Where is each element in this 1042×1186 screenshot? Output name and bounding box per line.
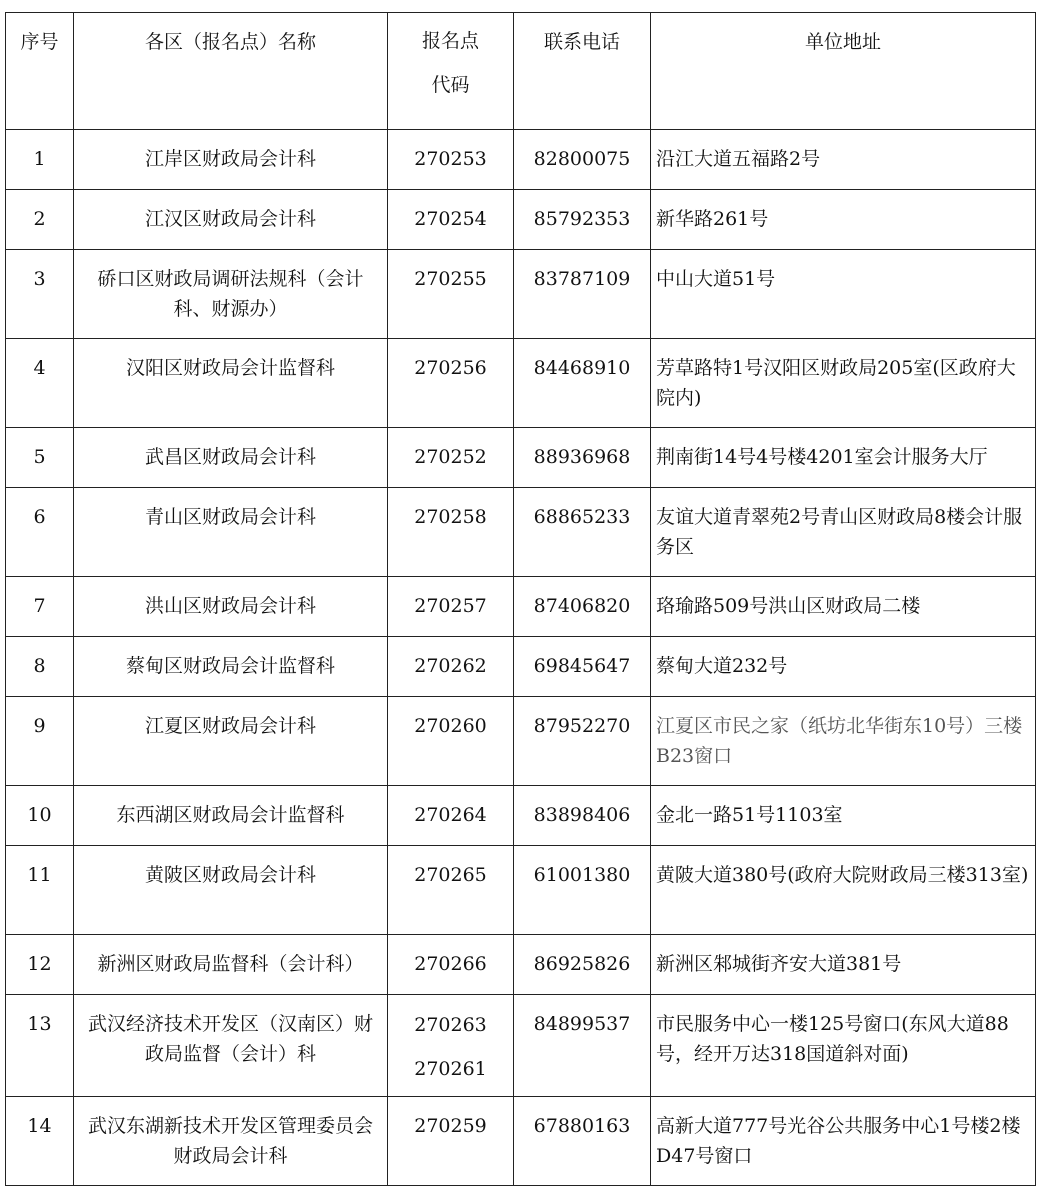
- cell-phone: 68865233: [514, 488, 651, 577]
- cell-phone: 84899537: [514, 995, 651, 1097]
- table-row: [6, 488, 1036, 577]
- cell-code: 270258: [388, 488, 514, 577]
- cell-code: 270260: [388, 697, 514, 786]
- cell-phone: 87952270: [514, 697, 651, 786]
- cell-code: 270262: [388, 637, 514, 697]
- cell-address: 新华路261号: [651, 190, 1036, 250]
- cell-no: 5: [6, 428, 74, 488]
- cell-no: 7: [6, 577, 74, 637]
- cell-address: 金北一路51号1103室: [651, 786, 1036, 846]
- cell-phone: 83787109: [514, 250, 651, 339]
- cell-no: 8: [6, 637, 74, 697]
- cell-address: 江夏区市民之家（纸坊北华街东10号）三楼B23窗口: [651, 697, 1036, 786]
- table-row: [6, 250, 1036, 339]
- cell-no: 12: [6, 935, 74, 995]
- cell-code: 270252: [388, 428, 514, 488]
- cell-address: 沿江大道五福路2号: [651, 130, 1036, 190]
- cell-name: 江汉区财政局会计科: [74, 190, 388, 250]
- cell-phone: 84468910: [514, 339, 651, 428]
- cell-phone: 82800075: [514, 130, 651, 190]
- cell-code: 270255: [388, 250, 514, 339]
- cell-no: 13: [6, 995, 74, 1097]
- cell-name: 硚口区财政局调研法规科（会计科、财源办）: [74, 250, 388, 339]
- header-code: [388, 13, 514, 130]
- table-row: [6, 339, 1036, 428]
- table-row: [6, 697, 1036, 786]
- cell-name: 武汉东湖新技术开发区管理委员会财政局会计科: [74, 1097, 388, 1186]
- cell-name: 青山区财政局会计科: [74, 488, 388, 577]
- table-row: [6, 1097, 1036, 1186]
- cell-code-secondary: 270261: [414, 1058, 487, 1080]
- registration-points-table: [5, 12, 1036, 1186]
- cell-address: 珞瑜路509号洪山区财政局二楼: [651, 577, 1036, 637]
- cell-address: 芳草路特1号汉阳区财政局205室(区政府大院内): [651, 339, 1036, 428]
- table-row: [6, 637, 1036, 697]
- header-code-line2: 代码: [431, 74, 470, 96]
- cell-no: 2: [6, 190, 74, 250]
- cell-code: 270264: [388, 786, 514, 846]
- cell-code: 270266: [388, 935, 514, 995]
- table-row: [6, 846, 1036, 935]
- cell-address: 高新大道777号光谷公共服务中心1号楼2楼D47号窗口: [651, 1097, 1036, 1186]
- cell-name: 新洲区财政局监督科（会计科）: [74, 935, 388, 995]
- cell-name: 蔡甸区财政局会计监督科: [74, 637, 388, 697]
- cell-name: 洪山区财政局会计科: [74, 577, 388, 637]
- cell-no: 11: [6, 846, 74, 935]
- cell-address: 黄陂大道380号(政府大院财政局三楼313室): [651, 846, 1036, 935]
- cell-name: 江夏区财政局会计科: [74, 697, 388, 786]
- table-row: [6, 935, 1036, 995]
- cell-phone: 69845647: [514, 637, 651, 697]
- cell-phone: 88936968: [514, 428, 651, 488]
- cell-phone: 85792353: [514, 190, 651, 250]
- cell-no: 1: [6, 130, 74, 190]
- header-address: 单位地址: [651, 13, 1036, 130]
- table-row: [6, 190, 1036, 250]
- cell-address: 新洲区邾城街齐安大道381号: [651, 935, 1036, 995]
- header-name: 各区（报名点）名称: [74, 13, 388, 130]
- cell-address: 友谊大道青翠苑2号青山区财政局8楼会计服务区: [651, 488, 1036, 577]
- cell-code: 270259: [388, 1097, 514, 1186]
- header-no: 序号: [6, 13, 74, 130]
- cell-phone: 86925826: [514, 935, 651, 995]
- cell-phone: 61001380: [514, 846, 651, 935]
- header-code-line1: 报名点: [421, 30, 479, 52]
- table-row: [6, 130, 1036, 190]
- cell-code: 270257: [388, 577, 514, 637]
- cell-no: 6: [6, 488, 74, 577]
- table-row: [6, 428, 1036, 488]
- cell-code: 270254: [388, 190, 514, 250]
- cell-code-primary: 270263: [414, 1014, 487, 1036]
- table-header-row: [6, 13, 1036, 130]
- cell-code: [388, 995, 514, 1097]
- cell-code: 270265: [388, 846, 514, 935]
- cell-name: 黄陂区财政局会计科: [74, 846, 388, 935]
- cell-code: 270256: [388, 339, 514, 428]
- registration-points-table-wrapper: [5, 12, 1036, 1186]
- cell-name: 武汉经济技术开发区（汉南区）财政局监督（会计）科: [74, 995, 388, 1097]
- cell-no: 4: [6, 339, 74, 428]
- cell-address: 中山大道51号: [651, 250, 1036, 339]
- cell-code: 270253: [388, 130, 514, 190]
- cell-address: 荆南街14号4号楼4201室会计服务大厅: [651, 428, 1036, 488]
- cell-no: 14: [6, 1097, 74, 1186]
- cell-no: 10: [6, 786, 74, 846]
- cell-name: 武昌区财政局会计科: [74, 428, 388, 488]
- header-phone: 联系电话: [514, 13, 651, 130]
- cell-phone: 67880163: [514, 1097, 651, 1186]
- cell-phone: 83898406: [514, 786, 651, 846]
- cell-address: 市民服务中心一楼125号窗口(东风大道88号，经开万达318国道斜对面): [651, 995, 1036, 1097]
- cell-name: 东西湖区财政局会计监督科: [74, 786, 388, 846]
- cell-no: 3: [6, 250, 74, 339]
- cell-address: 蔡甸大道232号: [651, 637, 1036, 697]
- table-row: [6, 786, 1036, 846]
- table-row: [6, 995, 1036, 1097]
- cell-name: 江岸区财政局会计科: [74, 130, 388, 190]
- table-row: [6, 577, 1036, 637]
- cell-no: 9: [6, 697, 74, 786]
- cell-name: 汉阳区财政局会计监督科: [74, 339, 388, 428]
- cell-phone: 87406820: [514, 577, 651, 637]
